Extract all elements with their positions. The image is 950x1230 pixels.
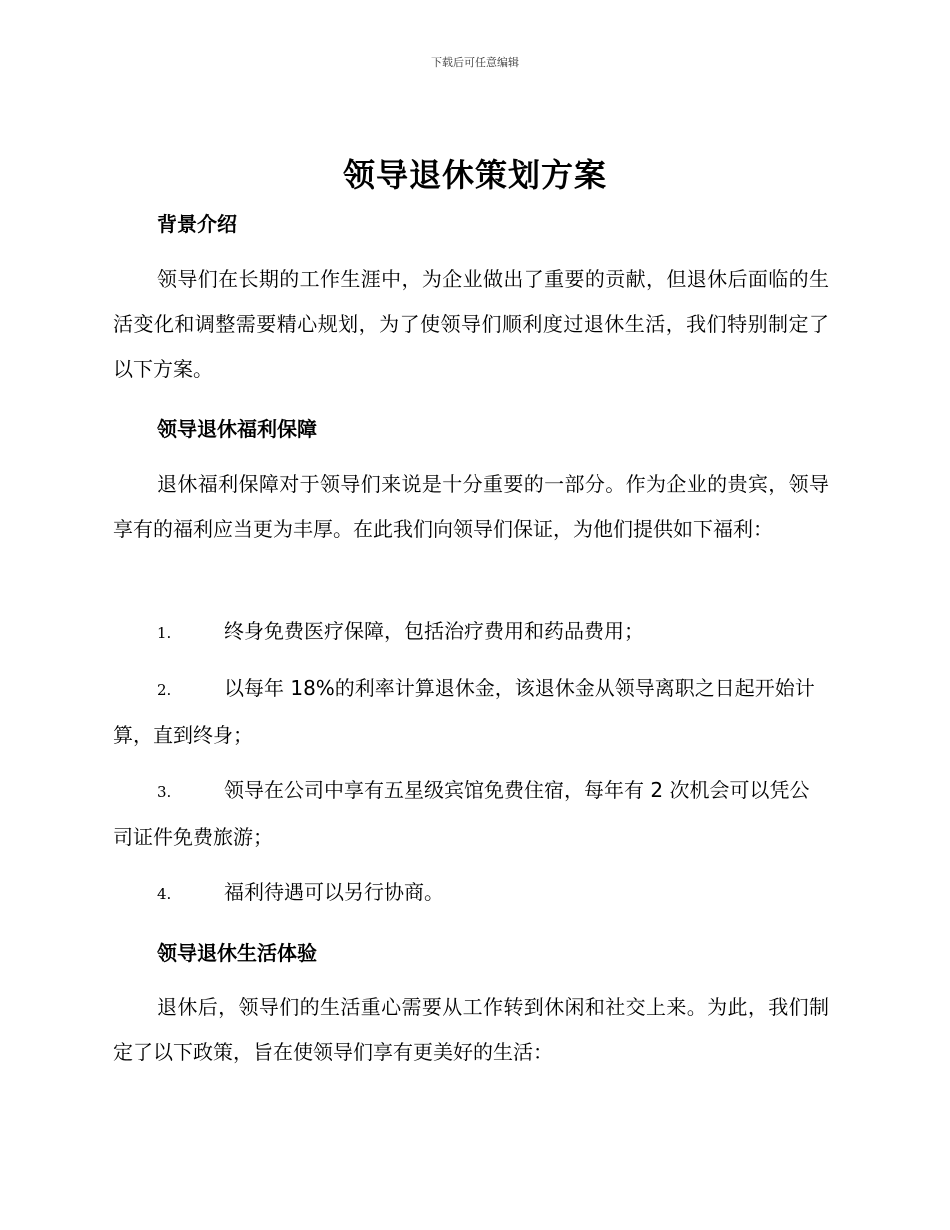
list-item-text: 领导在公司中享有五星级宾馆免费住宿，每年有 2 次机会可以凭公司证件免费旅游； [113, 778, 810, 849]
list-item [113, 666, 829, 758]
header-note: 下载后可任意编辑 [431, 56, 519, 69]
paragraph-life-experience: 退休后，领导们的生活重心需要从工作转到休闲和社交上来。为此，我们制定了以下政策，旨在使领导们享有更美好的生活： [113, 995, 829, 1064]
list-item-text: 终身免费医疗保障，包括治疗费用和药品费用； [224, 619, 644, 643]
list-item [113, 870, 829, 917]
list-item-number: 2. [157, 681, 172, 699]
section-heading-benefits: 领导退休福利保障 [157, 417, 317, 441]
list-item-number: 1. [157, 624, 172, 642]
section-heading-life-experience: 领导退休生活体验 [157, 941, 317, 965]
list-item [113, 768, 829, 860]
list-item-number: 3. [157, 783, 172, 801]
paragraph-background: 领导们在长期的工作生涯中，为企业做出了重要的贡献，但退休后面临的生活变化和调整需要精心规划，为了使领导们顺利度过退休生活，我们特别制定了以下方案。 [113, 267, 829, 381]
list-item [113, 609, 829, 656]
list-item-number: 4. [157, 885, 172, 903]
list-item-text: 以每年 18%的利率计算退休金，该退休金从领导离职之日起开始计算，直到终身； [113, 676, 815, 747]
section-heading-background: 背景介绍 [157, 212, 237, 236]
paragraph-benefits: 退休福利保障对于领导们来说是十分重要的一部分。作为企业的贵宾，领导享有的福利应当更为丰厚。在此我们向领导们保证，为他们提供如下福利： [113, 472, 829, 541]
document-title: 领导退休策划方案 [342, 156, 607, 194]
list-item-text: 福利待遇可以另行协商。 [224, 880, 444, 904]
